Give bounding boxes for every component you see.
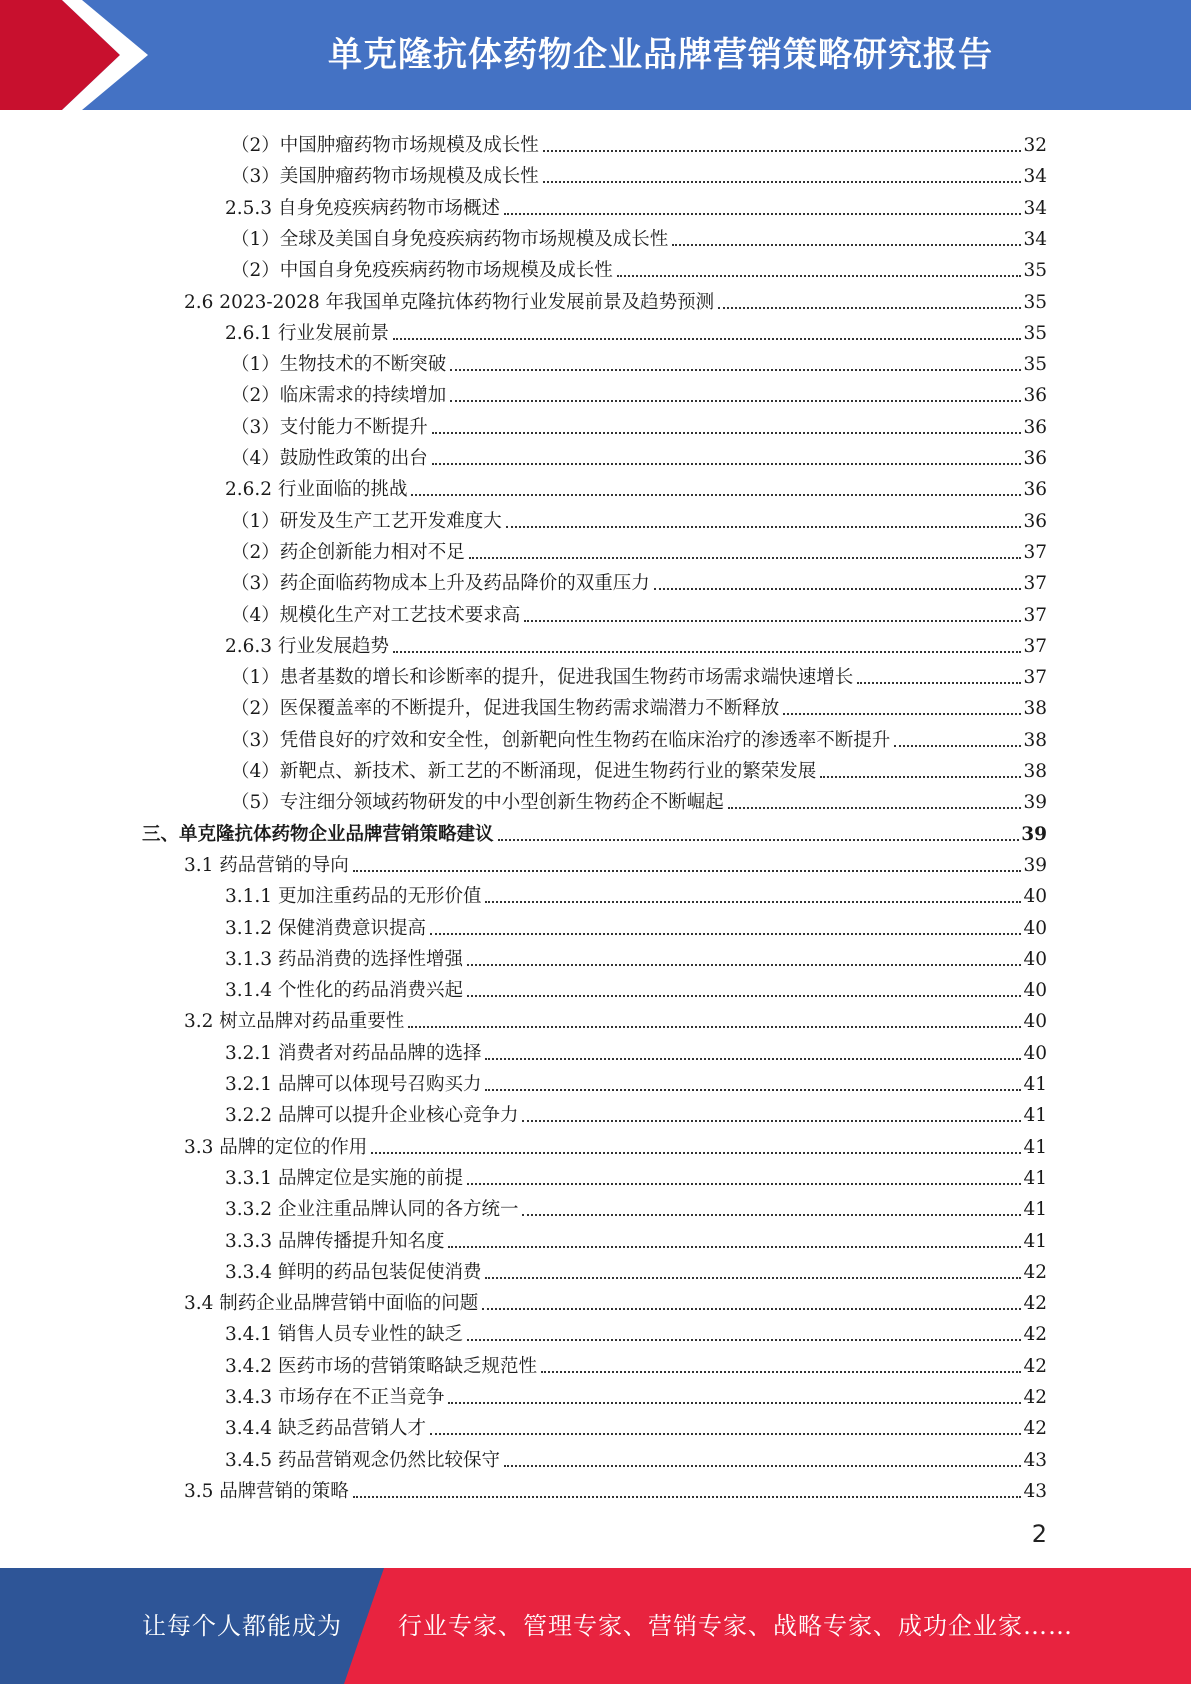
toc-dot-leader — [541, 1371, 1021, 1373]
toc-entry-label: 3.1 药品营销的导向 — [184, 854, 349, 876]
toc-dot-leader — [672, 244, 1021, 246]
toc-entry-page: 37 — [1023, 541, 1047, 563]
toc-entry[interactable] — [231, 565, 1047, 596]
toc-dot-leader — [353, 1496, 1022, 1498]
toc-entry[interactable] — [225, 190, 1047, 221]
toc-dot-leader — [450, 400, 1021, 402]
footer-slogan-left: 让每个人都能成为 — [142, 1612, 342, 1640]
toc-dot-leader — [393, 651, 1021, 653]
toc-dot-leader — [524, 620, 1021, 622]
toc-entry-page: 40 — [1023, 917, 1047, 939]
toc-entry-page: 41 — [1023, 1074, 1047, 1095]
toc-entry-page: 40 — [1023, 948, 1047, 970]
toc-entry-page: 35 — [1023, 260, 1047, 282]
toc-dot-leader — [894, 745, 1021, 747]
toc-entry[interactable] — [231, 753, 1047, 784]
toc-entry-page: 41 — [1023, 1230, 1047, 1252]
toc-entry-page: 41 — [1023, 1105, 1047, 1127]
toc-entry-page: 38 — [1023, 729, 1047, 751]
toc-entry-label: （4）鼓励性政策的出台 — [231, 448, 428, 469]
toc-entry-page: 35 — [1023, 291, 1047, 313]
toc-dot-leader — [728, 807, 1022, 809]
toc-entry[interactable] — [231, 503, 1047, 534]
toc-dot-leader — [857, 682, 1021, 684]
toc-dot-leader — [411, 494, 1021, 496]
page-footer — [0, 1568, 1191, 1684]
toc-entry-page: 40 — [1023, 886, 1047, 908]
toc-entry[interactable] — [225, 1223, 1047, 1254]
toc-dot-leader — [485, 901, 1021, 903]
toc-entry-label: （2）医保覆盖率的不断提升，促进我国生物药需求端潜力不断释放 — [231, 698, 780, 720]
toc-dot-leader — [485, 1277, 1021, 1279]
toc-dot-leader — [469, 557, 1022, 559]
toc-entry[interactable] — [231, 534, 1047, 565]
toc-dot-leader — [448, 1246, 1021, 1248]
toc-entry[interactable] — [231, 158, 1047, 189]
toc-dot-leader — [482, 1308, 1021, 1310]
toc-entry-label: 3.4 制药企业品牌营销中面临的问题 — [184, 1293, 479, 1315]
toc-entry[interactable] — [231, 346, 1047, 377]
toc-entry[interactable] — [225, 471, 1047, 502]
toc-entry-page: 37 — [1023, 573, 1047, 595]
toc-entry-page: 41 — [1023, 1199, 1047, 1221]
toc-entry[interactable] — [225, 1254, 1047, 1285]
toc-entry[interactable] — [231, 221, 1047, 252]
page-header — [0, 0, 1191, 110]
toc-entry[interactable] — [184, 284, 1047, 315]
toc-entry-label: （2）临床需求的持续增加 — [231, 385, 447, 407]
toc-dot-leader — [522, 1214, 1021, 1216]
toc-dot-leader — [820, 776, 1021, 778]
toc-entry[interactable] — [225, 910, 1047, 941]
toc-entry-page: 39 — [1023, 854, 1047, 876]
toc-entry[interactable] — [231, 690, 1047, 721]
toc-entry-label: （1）全球及美国自身免疫疾病药物市场规模及成长性 — [231, 228, 669, 250]
toc-entry-label: 3.3 品牌的定位的作用 — [184, 1136, 368, 1158]
toc-dot-leader — [485, 1089, 1021, 1091]
toc-entry-page: 34 — [1023, 197, 1047, 219]
toc-dot-leader — [430, 1433, 1021, 1435]
toc-entry-page: 40 — [1023, 1011, 1047, 1033]
toc-entry-page: 40 — [1023, 980, 1047, 1002]
toc-dot-leader — [467, 964, 1021, 966]
toc-dot-leader — [353, 870, 1022, 872]
toc-entry-label: （3）支付能力不断提升 — [231, 416, 428, 438]
toc-entry-label: 3.1.4 个性化的药品消费兴起 — [225, 980, 463, 1002]
toc-dot-leader — [504, 213, 1021, 215]
toc-entry[interactable] — [231, 127, 1047, 158]
toc-entry-label: 2.6.2 行业面临的挑战 — [225, 479, 408, 501]
toc-entry-label: 3.2.1 品牌可以体现号召购买力 — [225, 1074, 482, 1095]
toc-entry-label: （3）美国肿瘤药物市场规模及成长性 — [231, 166, 539, 188]
toc-entry-label: 3.3.2 企业注重品牌认同的各方统一 — [225, 1199, 519, 1221]
toc-entry-label: （1）患者基数的增长和诊断率的提升，促进我国生物药市场需求端快速增长 — [231, 667, 854, 689]
toc-entry[interactable] — [225, 1379, 1047, 1410]
toc-entry[interactable] — [231, 440, 1047, 471]
toc-entry-label: 2.6.3 行业发展趋势 — [225, 635, 389, 657]
toc-entry-label: 2.6 2023-2028 年我国单克隆抗体药物行业发展前景及趋势预测 — [184, 291, 715, 313]
toc-entry[interactable] — [225, 1066, 1047, 1097]
toc-entry-label: 3.2.2 品牌可以提升企业核心竞争力 — [225, 1105, 519, 1127]
toc-entry[interactable] — [225, 1410, 1047, 1441]
toc-entry-label: 3.4.5 药品营销观念仍然比较保守 — [225, 1449, 500, 1471]
toc-dot-leader — [543, 181, 1022, 183]
toc-entry-page: 39 — [1021, 823, 1047, 845]
toc-entry[interactable] — [225, 315, 1047, 346]
toc-entry-page: 41 — [1023, 1167, 1047, 1189]
toc-entry[interactable] — [231, 409, 1047, 440]
toc-entry-page: 37 — [1023, 635, 1047, 657]
toc-entry-label: （2）中国自身免疫疾病药物市场规模及成长性 — [231, 260, 613, 282]
toc-entry-label: （4）新靶点、新技术、新工艺的不断涌现，促进生物药行业的繁荣发展 — [231, 761, 817, 782]
toc-entry[interactable] — [231, 722, 1047, 753]
toc-entry-page: 36 — [1023, 448, 1047, 469]
toc-entry-page: 42 — [1023, 1387, 1047, 1408]
toc-entry-label: 3.1.1 更加注重药品的无形价值 — [225, 886, 482, 908]
toc-entry-page: 41 — [1023, 1136, 1047, 1158]
toc-entry[interactable] — [184, 1473, 1047, 1504]
toc-entry-page: 34 — [1023, 166, 1047, 188]
toc-entry-label: 3.3.3 品牌传播提升知名度 — [225, 1230, 445, 1252]
toc-entry-label: 3.3.4 鲜明的药品包装促使消费 — [225, 1261, 482, 1283]
toc-dot-leader — [506, 526, 1022, 528]
toc-entry-label: （2）中国肿瘤药物市场规模及成长性 — [231, 135, 539, 156]
toc-dot-leader — [522, 1120, 1021, 1122]
toc-entry-label: 3.1.3 药品消费的选择性增强 — [225, 948, 463, 970]
toc-entry[interactable] — [184, 1129, 1047, 1160]
toc-entry-page: 43 — [1023, 1449, 1047, 1471]
toc-entry[interactable] — [225, 1348, 1047, 1379]
toc-entry-label: 2.6.1 行业发展前景 — [225, 322, 389, 344]
toc-dot-leader — [430, 933, 1021, 935]
toc-entry[interactable] — [225, 972, 1047, 1003]
report-title: 单克隆抗体药物企业品牌营销策略研究报告 — [328, 35, 993, 75]
toc-entry-label: 三、单克隆抗体药物企业品牌营销策略建议 — [142, 823, 494, 845]
toc-entry-label: 3.4.1 销售人员专业性的缺乏 — [225, 1324, 463, 1346]
toc-dot-leader — [393, 338, 1021, 340]
toc-entry-page: 35 — [1023, 322, 1047, 344]
toc-entry[interactable] — [225, 1160, 1047, 1191]
toc-dot-leader — [432, 432, 1022, 434]
toc-entry[interactable] — [225, 628, 1047, 659]
toc-entry-page: 35 — [1023, 354, 1047, 376]
toc-entry[interactable] — [225, 1442, 1047, 1473]
toc-entry-label: （2）药企创新能力相对不足 — [231, 541, 465, 563]
toc-entry-label: 3.4.3 市场存在不正当竞争 — [225, 1387, 445, 1408]
toc-dot-leader — [467, 1339, 1021, 1341]
toc-dot-leader — [504, 1465, 1021, 1467]
toc-entry[interactable] — [225, 1097, 1047, 1128]
toc-entry[interactable] — [184, 847, 1047, 878]
toc-entry-page: 37 — [1023, 604, 1047, 626]
toc-entry-page: 36 — [1023, 385, 1047, 407]
toc-dot-leader — [543, 150, 1022, 152]
toc-entry[interactable] — [142, 816, 1047, 847]
toc-entry-label: 3.5 品牌营销的策略 — [184, 1480, 349, 1502]
toc-entry-page: 39 — [1023, 792, 1047, 814]
toc-entry[interactable] — [184, 1285, 1047, 1316]
toc-entry-page: 36 — [1023, 479, 1047, 501]
toc-dot-leader — [617, 275, 1022, 277]
toc-dot-leader — [718, 307, 1021, 309]
toc-entry-page: 32 — [1023, 135, 1047, 156]
toc-dot-leader — [783, 713, 1021, 715]
toc-entry[interactable] — [225, 1316, 1047, 1347]
toc-entry-page: 42 — [1023, 1261, 1047, 1283]
toc-entry[interactable] — [231, 659, 1047, 690]
toc-entry-page: 38 — [1023, 698, 1047, 720]
toc-dot-leader — [450, 369, 1021, 371]
toc-entry[interactable] — [231, 252, 1047, 283]
toc-entry[interactable] — [231, 784, 1047, 815]
toc-dot-leader — [408, 1026, 1021, 1028]
toc-entry-label: （1）生物技术的不断突破 — [231, 354, 447, 376]
toc-dot-leader — [467, 995, 1021, 997]
toc-entry-label: 2.5.3 自身免疫疾病药物市场概述 — [225, 197, 500, 219]
toc-dot-leader — [654, 588, 1022, 590]
toc-entry-label: 3.2.1 消费者对药品品牌的选择 — [225, 1042, 482, 1064]
toc-entry-page: 42 — [1023, 1293, 1047, 1315]
toc-dot-leader — [485, 1058, 1021, 1060]
toc-entry[interactable] — [225, 1035, 1047, 1066]
toc-entry-label: （3）凭借良好的疗效和安全性，创新靶向性生物药在临床治疗的渗透率不断提升 — [231, 729, 891, 751]
toc-entry-page: 42 — [1023, 1418, 1047, 1440]
toc-entry[interactable] — [231, 377, 1047, 408]
toc-dot-leader — [448, 1402, 1021, 1404]
toc-entry-label: （5）专注细分领域药物研发的中小型创新生物药企不断崛起 — [231, 792, 724, 814]
toc-entry[interactable] — [225, 941, 1047, 972]
toc-dot-leader — [371, 1152, 1021, 1154]
toc-entry-label: 3.2 树立品牌对药品重要性 — [184, 1011, 405, 1033]
toc-dot-leader — [467, 1183, 1021, 1185]
toc-entry-label: 3.3.1 品牌定位是实施的前提 — [225, 1167, 463, 1189]
toc-entry-page: 43 — [1023, 1480, 1047, 1502]
toc-entry-page: 42 — [1023, 1324, 1047, 1346]
toc-entry[interactable] — [184, 1003, 1047, 1034]
toc-dot-leader — [432, 463, 1022, 465]
toc-entry-page: 36 — [1023, 416, 1047, 438]
toc-entry[interactable] — [225, 878, 1047, 909]
toc-entry-page: 42 — [1023, 1355, 1047, 1377]
page-number: 2 — [1031, 1520, 1047, 1548]
toc-entry-page: 38 — [1023, 761, 1047, 782]
toc-entry-page: 34 — [1023, 228, 1047, 250]
toc-entry-page: 40 — [1023, 1042, 1047, 1064]
toc-entry-page: 37 — [1023, 667, 1047, 689]
toc-entry-label: （1）研发及生产工艺开发难度大 — [231, 510, 502, 532]
toc-entry-label: 3.4.4 缺乏药品营销人才 — [225, 1418, 426, 1440]
toc-entry-label: 3.1.2 保健消费意识提高 — [225, 917, 426, 939]
toc-entry-label: （4）规模化生产对工艺技术要求高 — [231, 604, 521, 626]
toc-dot-leader — [498, 839, 1020, 841]
footer-slogan-right: 行业专家、管理专家、营销专家、战略专家、成功企业家…… — [398, 1612, 1073, 1640]
toc-entry[interactable] — [225, 1191, 1047, 1222]
toc-entry-label: （3）药企面临药物成本上升及药品降价的双重压力 — [231, 573, 650, 595]
toc-entry[interactable] — [231, 597, 1047, 628]
toc-entry-label: 3.4.2 医药市场的营销策略缺乏规范性 — [225, 1355, 537, 1377]
toc-entry-page: 36 — [1023, 510, 1047, 532]
